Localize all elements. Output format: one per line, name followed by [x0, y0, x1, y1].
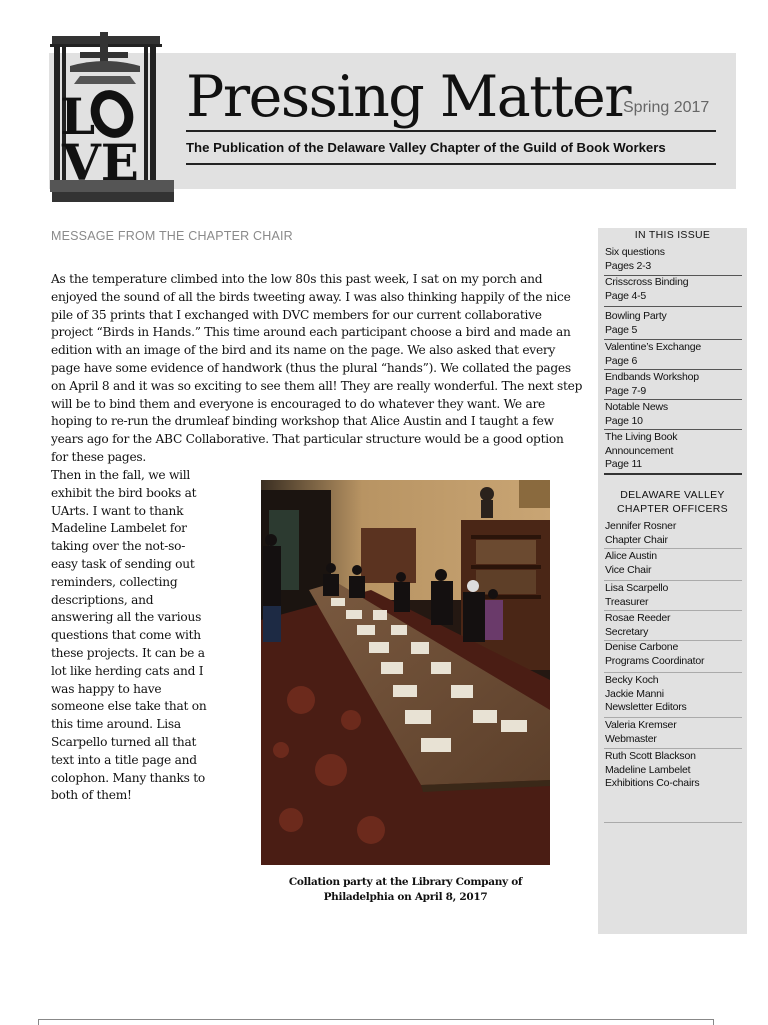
officers-heading-line-1: DELAWARE VALLEY	[620, 489, 725, 501]
toc-item-title: Endbands Workshop	[605, 371, 699, 383]
toc-item[interactable]	[605, 401, 740, 428]
toc-item-title: Crisscross Binding	[605, 276, 689, 288]
officers-heading-line-2: CHAPTER OFFICERS	[617, 502, 728, 515]
officer-divider	[604, 640, 742, 641]
officer-entry	[605, 550, 740, 577]
footer-rule-right-edge	[713, 1019, 714, 1025]
toc-divider	[604, 275, 742, 276]
officer-divider	[604, 717, 742, 718]
publication-title: Pressing Matter	[186, 64, 631, 130]
toc-divider	[604, 339, 742, 340]
officer-role: Newsletter Editors	[605, 701, 687, 713]
publication-subtitle: The Publication of the Delaware Valley Chapter of the Guild of Book Workers	[186, 140, 666, 155]
officer-divider	[604, 822, 742, 823]
officer-name: Ruth Scott Blackson	[605, 750, 696, 762]
toc-item-title: Six questions	[605, 246, 665, 258]
issue-date: Spring 2017	[623, 99, 710, 116]
officer-name: Becky Koch	[605, 674, 659, 686]
toc-item[interactable]	[605, 276, 740, 303]
title-rule-top	[186, 130, 716, 132]
officer-divider	[604, 580, 742, 581]
toc-end-divider	[604, 473, 742, 475]
officer-divider	[604, 672, 742, 673]
toc-item-page: Page 5	[605, 323, 638, 336]
article-paragraph-top: As the temperature climbed into the low 80s this past week, I sat on my porch and enjoyed the sound of all the birds tweeting away. I was also thinking happily of the nice pile of 35 prints that I exchanged with DVC members for our current collaborative project “Birds in Hands.” This time around each participant choose a bird and made an edition with an image of the bird and its name on the page. We also asked that every page have some evidence of handwork (thus the plural “hands”). We collated the pages on April 8 and it was so exciting to see them all! They are really wonderful. The next step will be to bind them and everyone is encouraged to do whatever they want. We are hoping to re-run the drumleaf binding workshop that Alice Austin and I taught a few years ago for the ABC Collaborative. That particular structure would be a good option for these pages.	[51, 272, 583, 464]
officer-role: Programs Coordinator	[605, 654, 705, 667]
photo-caption	[261, 875, 550, 905]
officer-entry	[605, 641, 740, 668]
section-heading: MESSAGE FROM THE CHAPTER CHAIR	[51, 229, 293, 243]
officer-entry	[605, 750, 740, 791]
officer-name: Lisa Scarpello	[605, 582, 669, 594]
officer-entry	[605, 520, 740, 547]
photo-caption-line-1: Collation party at the Library Company of	[288, 876, 523, 888]
in-this-issue-heading: IN THIS ISSUE	[634, 229, 711, 241]
toc-item-page: Page 4-5	[605, 289, 647, 302]
toc-item-title: Valentine’s Exchange	[605, 341, 702, 353]
toc-divider	[604, 429, 742, 430]
officer-name: Alice Austin	[605, 550, 657, 562]
footer-rule	[38, 1019, 714, 1020]
title-rule-bottom	[186, 163, 716, 165]
toc-item-title: Notable News	[605, 401, 668, 413]
toc-divider	[604, 306, 742, 307]
officer-divider	[604, 548, 742, 549]
officer-role: Webmaster	[605, 732, 657, 745]
officer-role: Vice Chair	[605, 563, 652, 576]
toc-item[interactable]	[605, 431, 740, 472]
toc-item[interactable]	[605, 310, 740, 337]
officer-role: Exhibitions Co-chairs	[605, 777, 700, 789]
toc-divider	[604, 369, 742, 370]
article-paragraph-continued: Then in the fall, we will exhibit the bird books at UArts. I want to thank Madeline Lambelet for taking over the not-so-easy task of sending out reminders, collecting descriptions, and answering all the various questions that come with these projects. It can be a lot like herding cats and I was happy to have someone else take that on this time around. Lisa Scarpello turned all that text into a title page and colophon. Many thanks to both of them!	[51, 468, 207, 803]
officer-name-2: Madeline Lambelet	[605, 763, 691, 776]
officer-role: Secretary	[605, 625, 649, 638]
toc-divider	[604, 399, 742, 400]
officer-entry	[605, 719, 740, 746]
toc-item-title: The Living Book	[605, 431, 678, 443]
officer-name: Denise Carbone	[605, 641, 679, 653]
footer-rule-left-edge	[38, 1019, 39, 1025]
officer-entry	[605, 582, 740, 609]
toc-item-page: Page 7-9	[605, 384, 647, 397]
officer-role: Chapter Chair	[605, 533, 668, 546]
officer-divider	[604, 748, 742, 749]
toc-item-title-2: Announcement	[605, 444, 674, 457]
officer-entry	[605, 674, 740, 715]
officer-name: Jennifer Rosner	[605, 520, 677, 532]
officer-entry	[605, 612, 740, 639]
toc-item-page: Page 10	[605, 414, 643, 427]
officer-role: Treasurer	[605, 595, 649, 608]
toc-item[interactable]	[605, 371, 740, 398]
officer-name: Valeria Kremser	[605, 719, 677, 731]
officer-divider	[604, 610, 742, 611]
sidebar	[598, 228, 747, 934]
photo-caption-line-2: Philadelphia on April 8, 2017	[323, 891, 488, 903]
press-love-logo	[50, 32, 176, 204]
officer-name: Rosae Reeder	[605, 612, 671, 624]
logo-letters-lo: L	[60, 87, 96, 146]
collation-party-photo	[261, 480, 550, 865]
officer-name-2: Jackie Manni	[605, 687, 664, 700]
toc-item-page: Page 6	[605, 354, 638, 367]
toc-item[interactable]	[605, 341, 740, 368]
toc-item-page: Pages 2-3	[605, 259, 652, 272]
logo-letters-ve: VE	[62, 133, 139, 192]
toc-item-title: Bowling Party	[605, 310, 667, 322]
officers-heading	[598, 489, 747, 516]
toc-item[interactable]	[605, 246, 740, 273]
toc-item-page: Page 11	[605, 458, 642, 470]
